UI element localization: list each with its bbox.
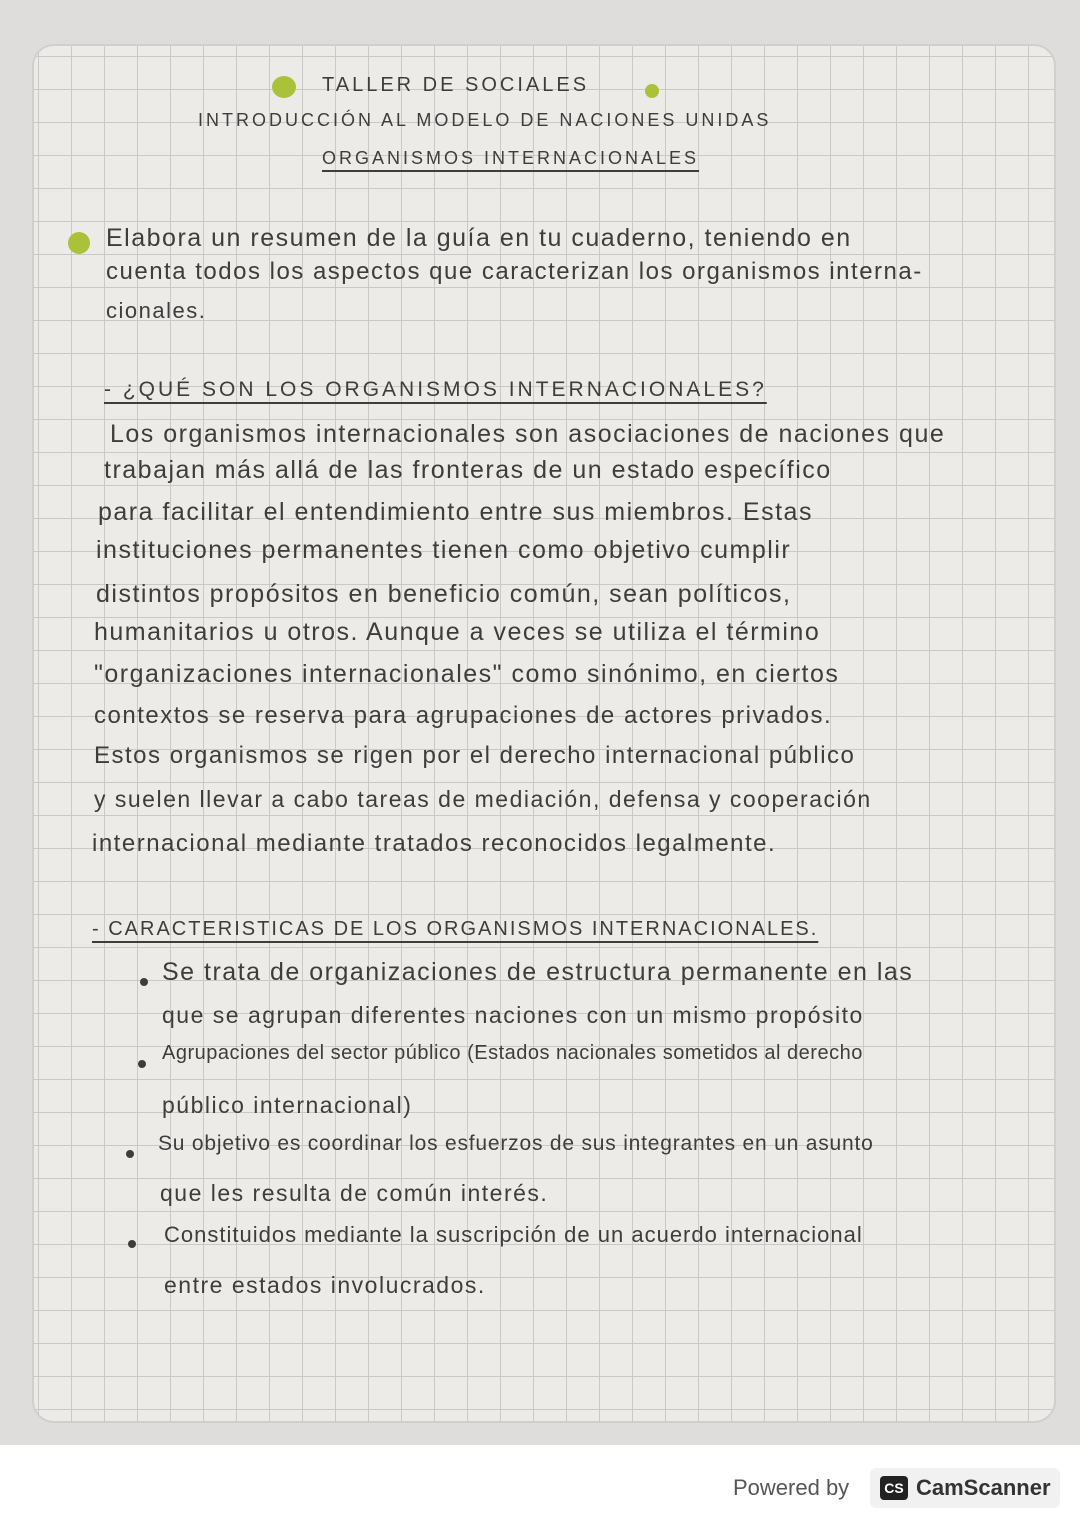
list-item-continued: que les resulta de común interés. (160, 1180, 549, 1206)
instruction-line: cionales. (106, 298, 207, 323)
bullet-icon (126, 1150, 134, 1158)
list-item: Su objetivo es coordinar los esfuerzos de sus integrantes en un asunto (158, 1132, 874, 1155)
instruction-line: Elabora un resumen de la guía en tu cuaderno, teniendo en (106, 224, 852, 252)
paragraph-line: humanitarios u otros. Aunque a veces se utiliza el término (94, 618, 821, 646)
camscanner-brand: CamScanner (916, 1475, 1051, 1500)
page-title: TALLER DE SOCIALES (322, 74, 590, 96)
paragraph-line: Los organismos internacionales son asociaciones de naciones que (110, 420, 946, 448)
list-item: Se trata de organizaciones de estructura permanente en las (162, 958, 914, 986)
section-heading: - ¿QUÉ SON LOS ORGANISMOS INTERNACIONALES? (104, 378, 767, 401)
highlight-dot-icon (645, 84, 659, 98)
paragraph-line: instituciones permanentes tienen como objetivo cumplir (96, 536, 792, 564)
list-item-continued: entre estados involucrados. (164, 1272, 486, 1298)
page-topic: ORGANISMOS INTERNACIONALES (322, 148, 700, 168)
bullet-icon (128, 1240, 136, 1248)
page-subtitle: INTRODUCCIÓN AL MODELO DE NACIONES UNIDAS (198, 110, 772, 130)
paragraph-line: "organizaciones internacionales" como sinónimo, en ciertos (94, 660, 840, 688)
bullet-icon (140, 978, 148, 986)
camscanner-badge[interactable] (870, 1468, 1060, 1508)
list-item: Constituidos mediante la suscripción de un acuerdo internacional (164, 1222, 863, 1247)
powered-by-text: Powered by (733, 1475, 850, 1500)
bullet-icon (138, 1060, 146, 1068)
paragraph-line: distintos propósitos en beneficio común, sean políticos, (96, 580, 792, 608)
list-item-continued: público internacional) (162, 1092, 413, 1118)
instruction-line: cuenta todos los aspectos que caracterizan los organismos interna- (106, 258, 923, 285)
paragraph-line: Estos organismos se rigen por el derecho internacional público (94, 742, 856, 769)
paragraph-line: para facilitar el entendimiento entre sus miembros. Estas (98, 498, 813, 526)
section-heading: - CARACTERISTICAS DE LOS ORGANISMOS INTERNACIONALES. (92, 918, 819, 940)
bullet-highlight-icon (68, 232, 90, 254)
highlight-dot-icon (272, 76, 296, 98)
paragraph-line: contextos se reserva para agrupaciones de actores privados. (94, 702, 833, 729)
list-item-continued: que se agrupan diferentes naciones con un mismo propósito (162, 1002, 864, 1028)
list-item: Agrupaciones del sector público (Estados nacionales sometidos al derecho (162, 1042, 863, 1064)
paragraph-line: internacional mediante tratados reconocidos legalmente. (92, 830, 777, 857)
paragraph-line: y suelen llevar a cabo tareas de mediación, defensa y cooperación (94, 786, 872, 812)
camscanner-logo-icon: CS (880, 1476, 908, 1500)
paragraph-line: trabajan más allá de las fronteras de un estado específico (104, 456, 832, 484)
